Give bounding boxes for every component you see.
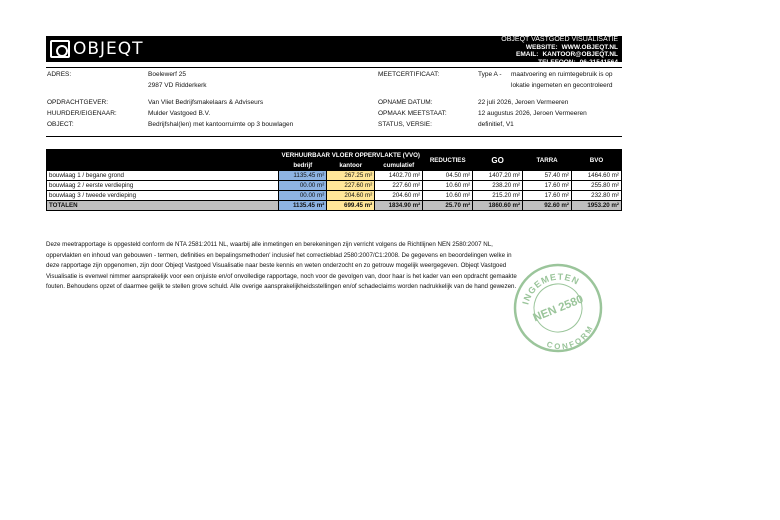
adres-line1: Boelewerf 25 bbox=[148, 71, 186, 78]
cell-tarra: 17.60 m² bbox=[523, 181, 572, 191]
opname-value: 22 juli 2026, Jeroen Vermeeren bbox=[478, 99, 569, 106]
cell-reducties: 10.60 m² bbox=[423, 191, 473, 201]
total-cumulatief: 1834.90 m² bbox=[375, 201, 423, 211]
disclaimer-line: oppervlakten en inhoud van gebouwen - termen, definities en bepalingsmethoden' inclusief het correctieblad 2580:2007/C1:2008. De gegevens en beoordelingen welke in bbox=[46, 251, 512, 259]
meetcert-desc1: maatvoering en ruimtegebruik is op bbox=[511, 71, 613, 78]
status-label: STATUS, VERSIE: bbox=[378, 121, 432, 128]
nen-2580-stamp bbox=[512, 262, 604, 354]
disclaimer-line: deze rapportage zijn opgenomen, zijn door Objeqt Vastgoed Visualisatie naar beste kennis en weten onderzocht en zo getrouw mogelijk weergegeven. Objeqt Vastgoed bbox=[46, 262, 507, 270]
table-row bbox=[47, 181, 622, 191]
stamp-middle-text: NEN 2580 bbox=[531, 293, 586, 325]
adres-label: ADRES: bbox=[47, 71, 72, 78]
object-label: OBJECT: bbox=[47, 121, 74, 128]
kantoor-header: kantoor bbox=[327, 161, 375, 171]
disclaimer-line: fouten. Behoudens opzet of daarmee gelijk te stellen grove schuld. Alle overige aansprakelijkheidsstellingen en/of schadeclaims worden nadrukkelijk van de hand gewezen. bbox=[46, 283, 517, 291]
total-tarra: 92.60 m² bbox=[523, 201, 572, 211]
disclaimer-line: Visualisatie is evenwel nimmer aansprakelijk voor een onjuiste en/of onvolledige rapportage, noch voor de gevolgen van, door haar is het kader van een opdracht gemaakte bbox=[46, 272, 517, 280]
area-table bbox=[46, 149, 622, 211]
row-name: bouwlaag 3 / tweede verdieping bbox=[47, 191, 279, 201]
phone-value: 06-21541564 bbox=[579, 58, 618, 66]
cell-tarra: 57.40 m² bbox=[523, 171, 572, 181]
cell-tarra: 17.60 m² bbox=[523, 191, 572, 201]
opmaak-value: 12 augustus 2026, Jeroen Vermeeren bbox=[478, 110, 587, 117]
header-blank-2 bbox=[47, 161, 279, 171]
meetcert-desc2: lokatie ingemeten en gecontroleerd bbox=[511, 82, 613, 89]
phone-label: TELEFOON: bbox=[538, 58, 576, 66]
header-bar bbox=[46, 36, 622, 66]
cell-kantoor: 227.60 m² bbox=[327, 181, 375, 191]
disclaimer-line: Deze meetrapportage is opgesteld conform de NTA 2581:2011 NL, waarbij alle inmetingen en berekeningen zijn verricht volgens de Richtlijnen NEN 2580:2007 NL, bbox=[46, 241, 493, 248]
svg-text:CONFORM bbox=[543, 322, 599, 354]
vvo-header: VERHUURBAAR VLOER OPPERVLAKTE (VVO) bbox=[279, 150, 423, 161]
cell-cumulatief: 1402.70 m² bbox=[375, 171, 423, 181]
table-total-row bbox=[47, 201, 622, 211]
opname-label: OPNAME DATUM: bbox=[378, 99, 433, 106]
reducties-header: REDUCTIES bbox=[423, 150, 473, 171]
tarra-header: TARRA bbox=[523, 150, 572, 171]
adres-line2: 2987 VD Ridderkerk bbox=[148, 82, 207, 89]
cell-kantoor: 267.25 m² bbox=[327, 171, 375, 181]
divider-top bbox=[46, 67, 622, 68]
total-kantoor: 699.45 m² bbox=[327, 201, 375, 211]
table-row bbox=[47, 171, 622, 181]
logo-text: OBJEQT bbox=[73, 39, 144, 59]
cell-cumulatief: 204.60 m² bbox=[375, 191, 423, 201]
cell-bvo: 232.80 m² bbox=[571, 191, 621, 201]
cumulatief-header: cumulatief bbox=[375, 161, 423, 171]
cell-kantoor: 204.60 m² bbox=[327, 191, 375, 201]
cell-bvo: 255.80 m² bbox=[571, 181, 621, 191]
row-name: bouwlaag 2 / eerste verdieping bbox=[47, 181, 279, 191]
total-bedrijf: 1135.45 m² bbox=[279, 201, 327, 211]
email-link[interactable]: KANTOOR@OBJEQT.NL bbox=[542, 51, 618, 59]
stamp-bottom-text: CONFORM bbox=[545, 324, 595, 352]
cell-bedrijf: 1135.45 m² bbox=[279, 171, 327, 181]
table-row bbox=[47, 191, 622, 201]
row-name: bouwlaag 1 / begane grond bbox=[47, 171, 279, 181]
meetcert-label: MEETCERTIFICAAT: bbox=[378, 71, 440, 78]
total-bvo: 1953.20 m² bbox=[571, 201, 621, 211]
website-link[interactable]: WWW.OBJEQT.NL bbox=[561, 43, 618, 51]
total-name: TOTALEN bbox=[47, 201, 279, 211]
objeqt-logo bbox=[50, 38, 144, 60]
contact-info bbox=[501, 36, 618, 66]
divider-bottom bbox=[46, 136, 622, 137]
bedrijf-header: bedrijf bbox=[279, 161, 327, 171]
cell-cumulatief: 227.60 m² bbox=[375, 181, 423, 191]
table-header-top bbox=[47, 150, 622, 161]
cell-go: 238.20 m² bbox=[473, 181, 523, 191]
status-value: definitief, V1 bbox=[478, 121, 514, 128]
header-blank bbox=[47, 150, 279, 161]
cell-bvo: 1464.60 m² bbox=[571, 171, 621, 181]
bvo-header: BVO bbox=[571, 150, 621, 171]
email-label: EMAIL: bbox=[516, 51, 539, 59]
total-reducties: 25.70 m² bbox=[423, 201, 473, 211]
huurder-label: HUURDER/EIGENAAR: bbox=[47, 110, 117, 117]
opdrachtgever-label: OPDRACHTGEVER: bbox=[47, 99, 109, 106]
go-header: GO bbox=[473, 150, 523, 171]
company-name: OBJEQT VASTGOED VISUALISATIE bbox=[501, 36, 618, 43]
opdrachtgever-value: Van Vliet Bedrijfsmakelaars & Adviseurs bbox=[148, 99, 264, 106]
total-go: 1860.60 m² bbox=[473, 201, 523, 211]
cell-bedrijf: 00.00 m² bbox=[279, 191, 327, 201]
cell-go: 215.20 m² bbox=[473, 191, 523, 201]
opmaak-label: OPMAAK MEETSTAAT: bbox=[378, 110, 447, 117]
cell-bedrijf: 00.00 m² bbox=[279, 181, 327, 191]
meetcert-type: Type A - bbox=[478, 71, 502, 78]
camera-icon bbox=[50, 40, 70, 58]
cell-reducties: 10.60 m² bbox=[423, 181, 473, 191]
website-label: WEBSITE: bbox=[525, 43, 558, 51]
object-value: Bedrijfshal(len) met kantoorruimte op 3 bouwlagen bbox=[148, 121, 294, 128]
cell-go: 1407.20 m² bbox=[473, 171, 523, 181]
cell-reducties: 04.50 m² bbox=[423, 171, 473, 181]
huurder-value: Mulder Vastgoed B.V. bbox=[148, 110, 211, 117]
stamp-top-text: INGEMETEN bbox=[520, 271, 582, 306]
